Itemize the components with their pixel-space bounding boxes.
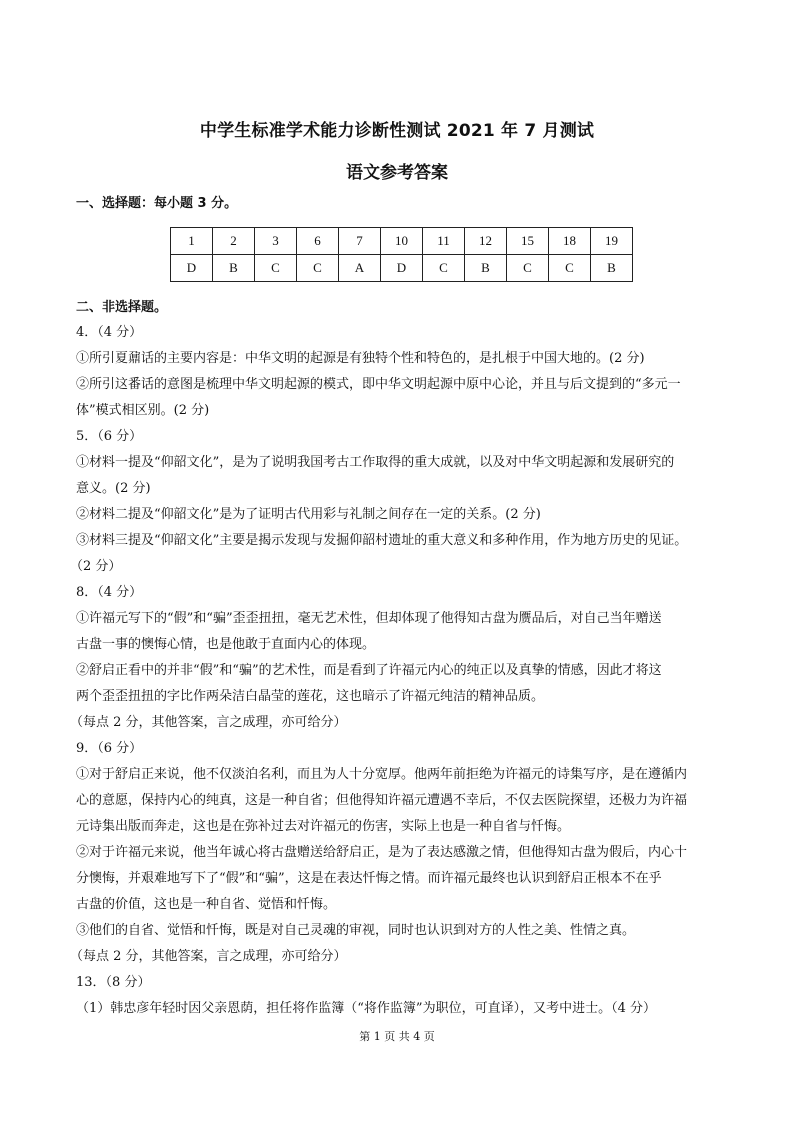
text-line: ②材料二提及“仰韶文化”是为了证明古代用彩与礼制之间存在一定的关系。(2 分) bbox=[76, 507, 541, 522]
text-line: ①许福元写下的“假”和“骗”歪歪扭扭，毫无艺术性，但却体现了他得知古盘为赝品后，对自己当年赠送 bbox=[76, 611, 662, 626]
text-line: 分懊悔，并艰难地写下了“假”和“骗”，这是在表达忏悔之情。而许福元最终也认识到舒启正根本不在乎 bbox=[76, 871, 662, 886]
text-line: 意义。(2 分) bbox=[76, 481, 151, 496]
text-line: ③他们的自省、觉悟和忏悔，既是对自己灵魂的审视，同时也认识到对方的人性之美、性情之真。 bbox=[76, 923, 636, 938]
text-line: 8．（4 分） bbox=[76, 585, 143, 600]
answer-cell: A bbox=[339, 255, 381, 282]
page-title: 中学生标准学术能力诊断性测试 2021 年 7 月测试 bbox=[199, 121, 595, 141]
question-number-cell: 11 bbox=[423, 228, 465, 255]
section-2-heading: 二、非选择题。 bbox=[76, 300, 168, 315]
text-line: （2 分） bbox=[70, 559, 122, 574]
text-line: ③材料三提及“仰韶文化”主要是揭示发现与发掘仰韶村遗址的重大意义和多种作用，作为地方历史的见证。 bbox=[76, 533, 688, 548]
text-line: （每点 2 分，其他答案，言之成理，亦可给分） bbox=[70, 715, 347, 730]
page-footer: 第 1 页 共 4 页 bbox=[359, 1030, 435, 1043]
question-number-cell: 19 bbox=[591, 228, 633, 255]
question-number-cell: 10 bbox=[381, 228, 423, 255]
text-line: 元诗集出版而奔走，这也是在弥补过去对许福元的伤害，实际上也是一种自省与忏悔。 bbox=[76, 819, 571, 834]
text-line: ①对于舒启正来说，他不仅淡泊名利，而且为人十分宽厚。他两年前拒绝为许福元的诗集写序，是在遵循内 bbox=[76, 767, 688, 782]
answer-cell: C bbox=[423, 255, 465, 282]
text-line: （每点 2 分，其他答案，言之成理，亦可给分） bbox=[70, 949, 347, 964]
text-line: 古盘的价值，这也是一种自省、觉悟和忏悔。 bbox=[76, 897, 337, 912]
answer-cell: B bbox=[591, 255, 633, 282]
answer-cell: B bbox=[213, 255, 255, 282]
text-line: 5．（6 分） bbox=[76, 429, 143, 444]
text-line: 4．（4 分） bbox=[76, 325, 143, 340]
answer-cell: D bbox=[381, 255, 423, 282]
question-number-cell: 6 bbox=[297, 228, 339, 255]
page-subtitle: 语文参考答案 bbox=[346, 163, 448, 183]
text-line: 9．（6 分） bbox=[76, 741, 143, 756]
answer-cell: B bbox=[465, 255, 507, 282]
question-number-cell: 1 bbox=[171, 228, 213, 255]
question-number-cell: 7 bbox=[339, 228, 381, 255]
answer-row bbox=[171, 255, 633, 282]
text-line: ②对于许福元来说，他当年诚心将古盘赠送给舒启正，是为了表达感激之情，但他得知古盘为假后，内心十 bbox=[76, 845, 688, 860]
text-line: （1）韩忠彦年轻时因父亲恩荫，担任将作监簿（“将作监簿”为职位，可直译），又考中进士。（4 分） bbox=[76, 1001, 656, 1016]
answer-cell: C bbox=[255, 255, 297, 282]
answer-table bbox=[170, 227, 633, 282]
text-line: ②所引这番话的意图是梳理中华文明起源的模式，即中华文明起源中原中心论，并且与后文提到的“多元一 bbox=[76, 377, 681, 392]
text-line: 古盘一事的懊悔心情，也是他敢于直面内心的体现。 bbox=[76, 637, 376, 652]
text-line: ②舒启正看中的并非“假”和“骗”的艺术性，而是看到了许福元内心的纯正以及真挚的情感，因此才将这 bbox=[76, 663, 662, 678]
text-line: 两个歪歪扭扭的字比作两朵洁白晶莹的莲花，这也暗示了许福元纯洁的精神品质。 bbox=[76, 689, 545, 704]
question-number-cell: 2 bbox=[213, 228, 255, 255]
question-number-cell: 15 bbox=[507, 228, 549, 255]
question-number-row bbox=[171, 228, 633, 255]
question-number-cell: 12 bbox=[465, 228, 507, 255]
question-number-cell: 3 bbox=[255, 228, 297, 255]
answer-cell: D bbox=[171, 255, 213, 282]
question-number-cell: 18 bbox=[549, 228, 591, 255]
text-line: 心的意愿，保持内心的纯真，这是一种自省；但他得知许福元遭遇不幸后，不仅去医院探望，还极力为许福 bbox=[76, 793, 688, 808]
text-line: 13．（8 分） bbox=[76, 975, 151, 990]
text-line: 体”模式相区别。(2 分) bbox=[76, 403, 210, 418]
text-line: ①所引夏鼐话的主要内容是：中华文明的起源是有独特个性和特色的，是扎根于中国大地的。(2 分) bbox=[76, 351, 645, 366]
answer-cell: C bbox=[507, 255, 549, 282]
answer-cell: C bbox=[297, 255, 339, 282]
text-line: ①材料一提及“仰韶文化”，是为了说明我国考古工作取得的重大成就，以及对中华文明起源和发展研究的 bbox=[76, 455, 675, 470]
answer-text-body bbox=[70, 320, 736, 1022]
answer-cell: C bbox=[549, 255, 591, 282]
section-1-heading: 一、选择题：每小题 3 分。 bbox=[76, 196, 238, 211]
